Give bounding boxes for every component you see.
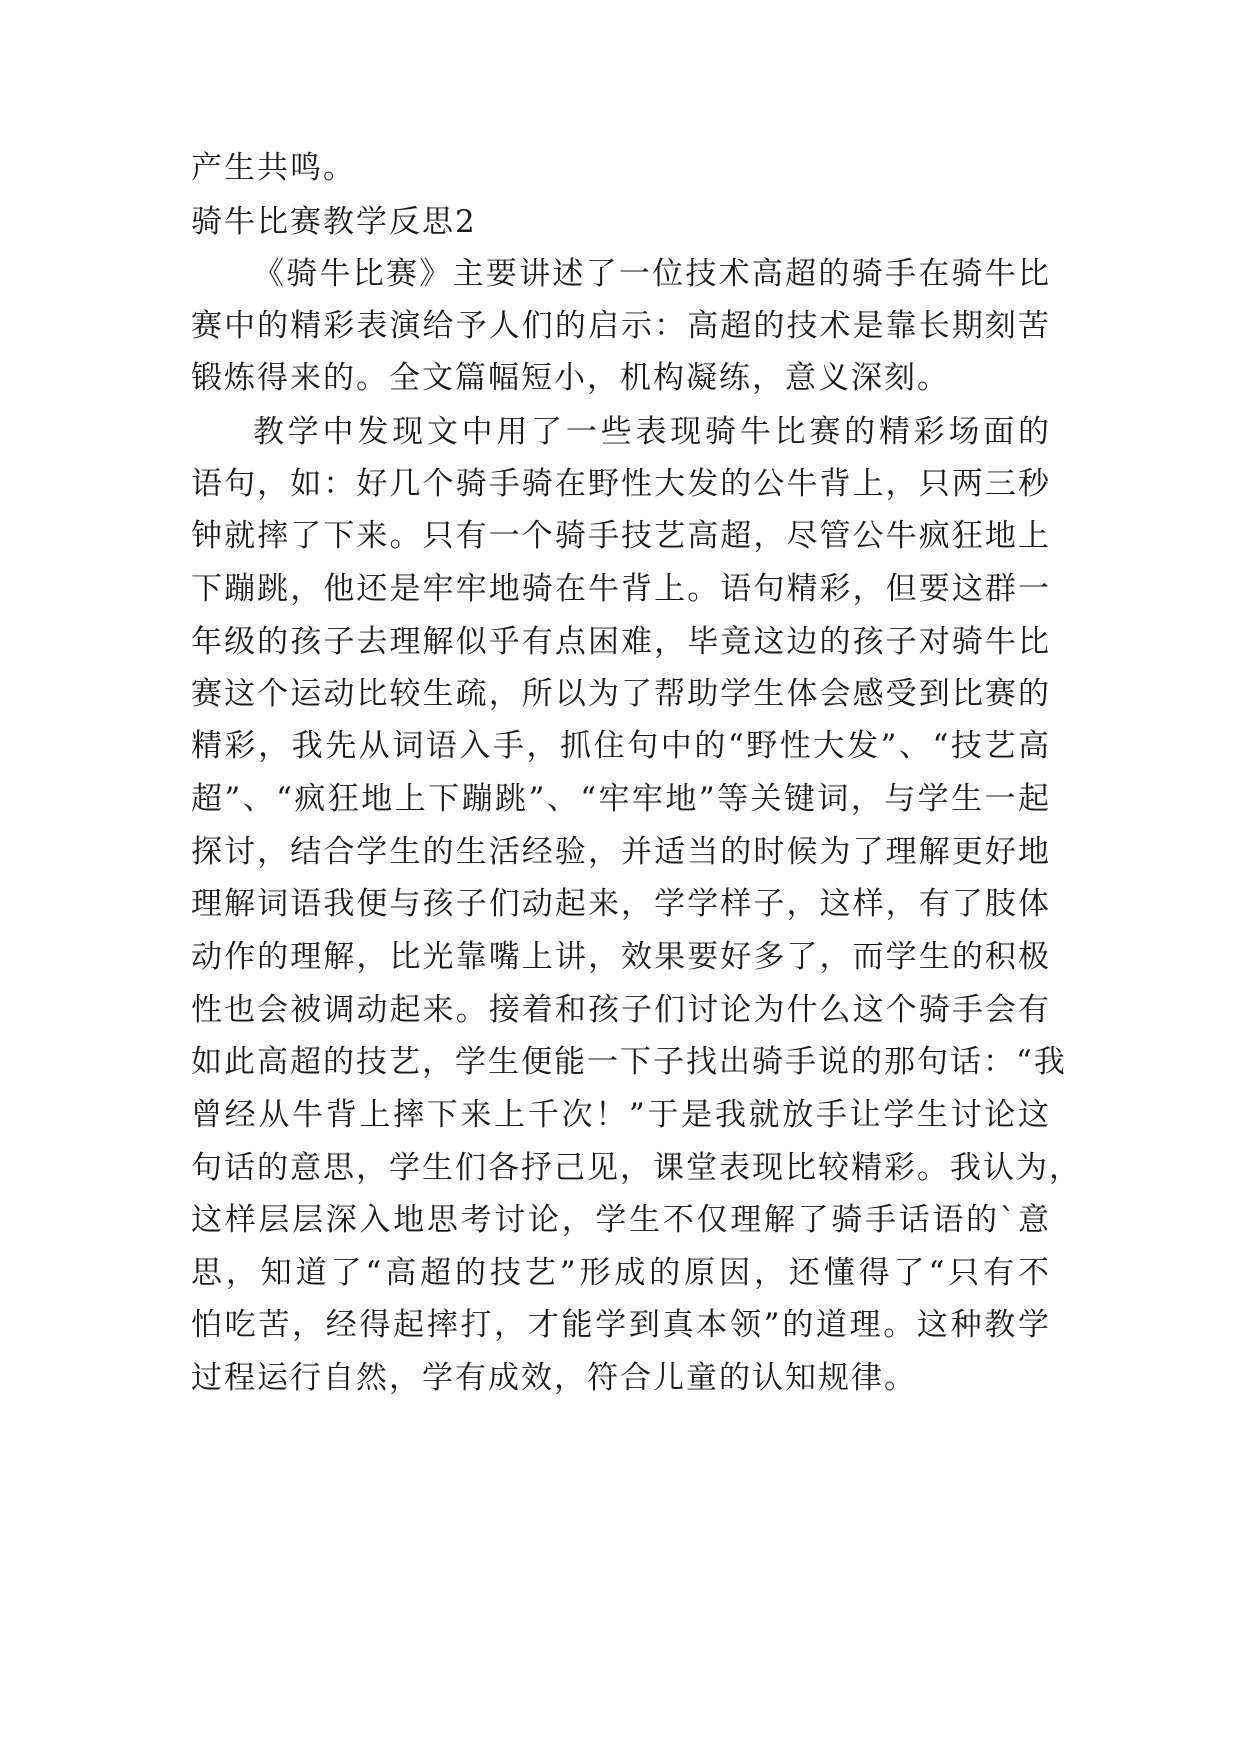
paragraph-2-line-5: 年级的孩子去理解似乎有点困难，毕竟这边的孩子对骑牛比 [191, 624, 1051, 660]
paragraph-1-line-1: 《骑牛比赛》主要讲述了一位技术高超的骑手在骑牛比 [253, 256, 1051, 292]
paragraph-2-line-19: 过程运行自然，学有成效，符合儿童的认知规律。 [191, 1360, 917, 1396]
paragraph-2-line-10: 理解词语我便与孩子们动起来，学学样子，这样，有了肢体 [191, 886, 1051, 922]
paragraph-2-line-14: 曾经从牛背上摔下来上千次！”于是我就放手让学生讨论这 [191, 1097, 1051, 1133]
paragraph-2-line-12: 性也会被调动起来。接着和孩子们讨论为什么这个骑手会有 [191, 992, 1051, 1028]
paragraph-2-line-17: 思，知道了“高超的技艺”形成的原因，还懂得了“只有不 [191, 1255, 1051, 1291]
paragraph-2-line-4: 下蹦跳，他还是牢牢地骑在牛背上。语句精彩，但要这群一 [191, 571, 1051, 607]
paragraph-2-line-6: 赛这个运动比较生疏，所以为了帮助学生体会感受到比赛的 [191, 676, 1051, 712]
section-heading: 骑牛比赛教学反思2 [191, 204, 477, 240]
paragraph-2-line-3: 钟就摔了下来。只有一个骑手技艺高超，尽管公牛疯狂地上 [191, 518, 1051, 554]
paragraph-2-line-1: 教学中发现文中用了一些表现骑牛比赛的精彩场面的 [253, 414, 1051, 450]
paragraph-2-line-13: 如此高超的技艺，学生便能一下子找出骑手说的那句话：“我 [191, 1044, 1067, 1080]
paragraph-2-line-8: 超”、“疯狂地上下蹦跳”、“牢牢地”等关键词，与学生一起 [191, 781, 1051, 817]
paragraph-1-line-3: 锻炼得来的。全文篇幅短小，机构凝练，意义深刻。 [191, 360, 950, 396]
paragraph-2-line-18: 怕吃苦，经得起摔打，才能学到真本领”的道理。这种教学 [191, 1307, 1051, 1343]
paragraph-2-line-11: 动作的理解，比光靠嘴上讲，效果要好多了，而学生的积极 [191, 939, 1051, 975]
paragraph-1-line-2: 赛中的精彩表演给予人们的启示：高超的技术是靠长期刻苦 [191, 308, 1051, 344]
paragraph-2-line-9: 探讨，结合学生的生活经验，并适当的时候为了理解更好地 [191, 834, 1051, 870]
paragraph-2-line-16: 这样层层深入地思考讨论，学生不仅理解了骑手话语的`意 [191, 1202, 1051, 1238]
paragraph-2-line-7: 精彩，我先从词语入手，抓住句中的“野性大发”、“技艺高 [191, 728, 1051, 764]
paragraph-end-line: 产生共鸣。 [191, 150, 356, 186]
paragraph-2-line-15: 句话的意思，学生们各抒己见，课堂表现比较精彩。我认为， [191, 1150, 1082, 1186]
paragraph-2-line-2: 语句，如：好几个骑手骑在野性大发的公牛背上，只两三秒 [191, 466, 1051, 502]
